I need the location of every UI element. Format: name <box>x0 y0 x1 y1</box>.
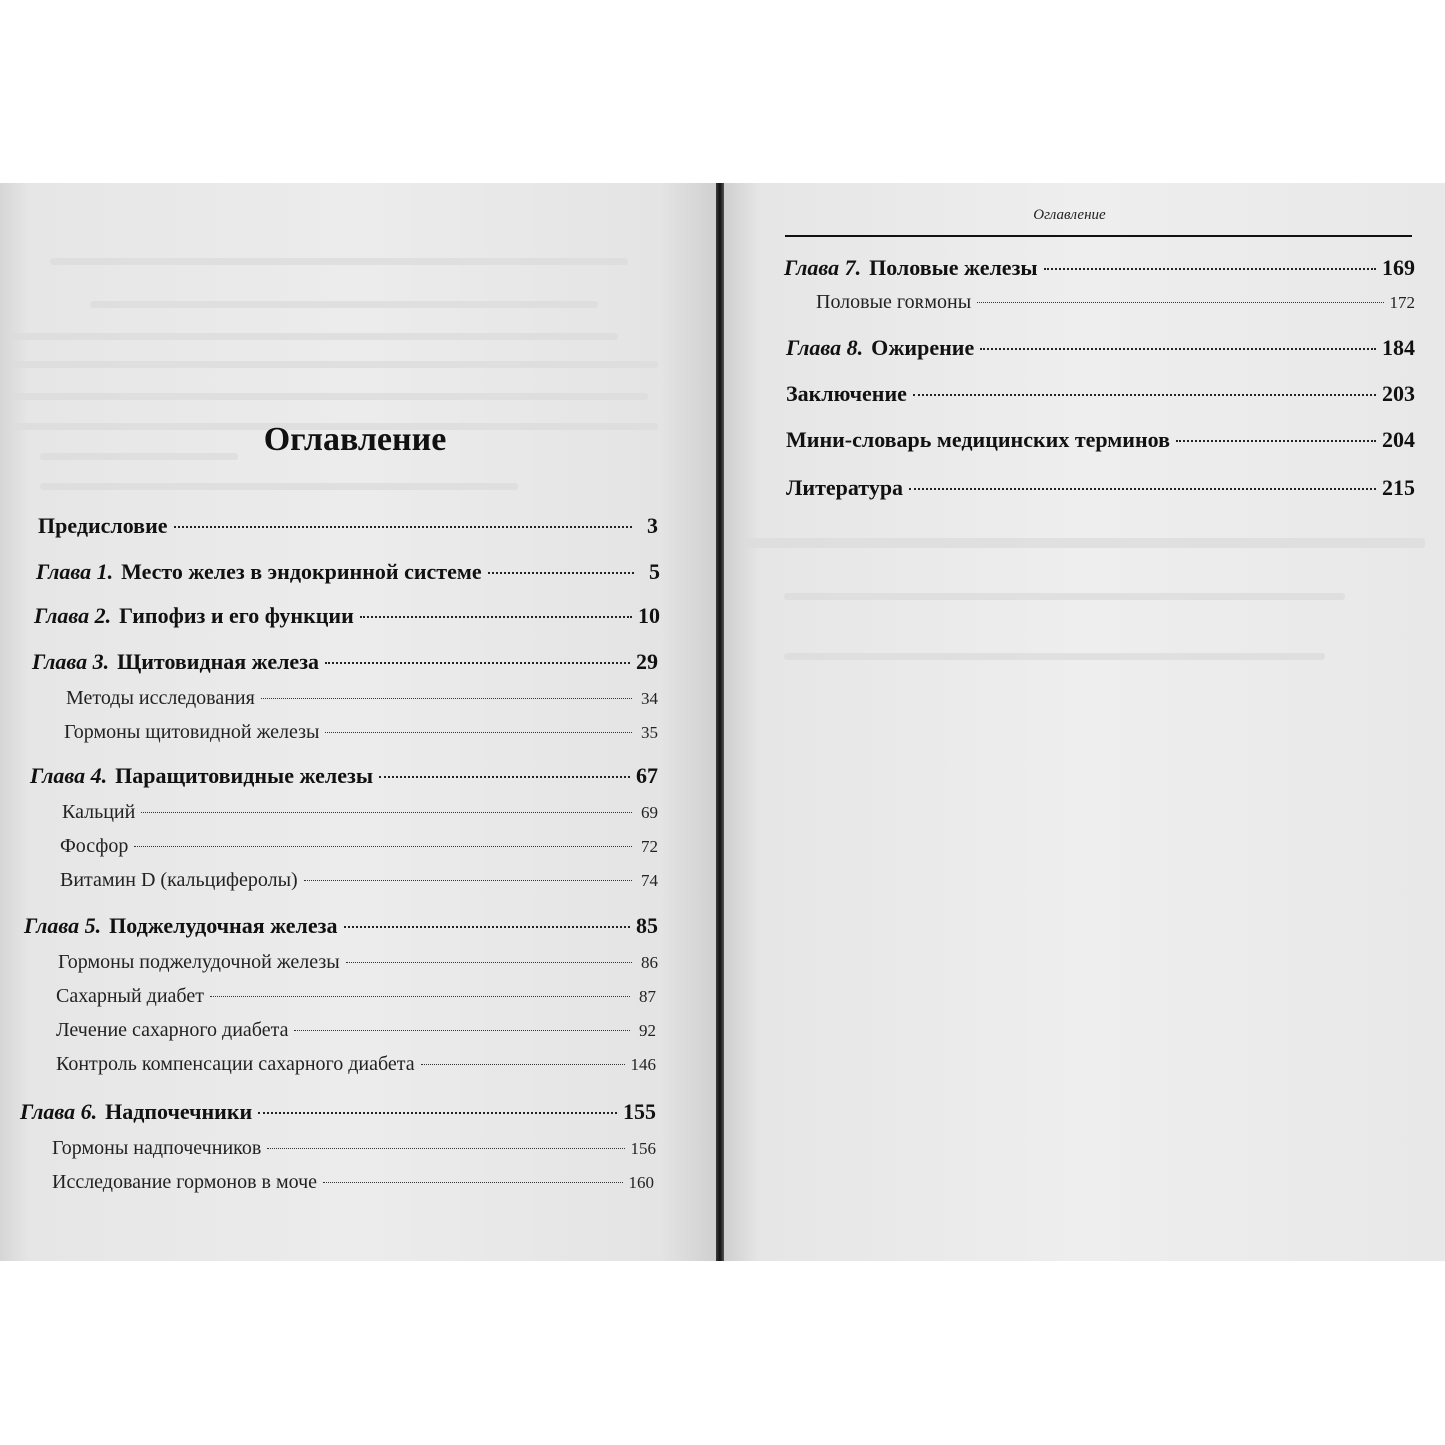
dot-leader <box>261 697 632 699</box>
entry-title: Предисловие <box>38 513 168 538</box>
page-number: 67 <box>636 763 658 788</box>
entry-title: Исследование гормонов в моче <box>52 1171 318 1193</box>
page-number: 215 <box>1382 475 1415 500</box>
entry-title: Половые гоʀмоны <box>816 291 972 313</box>
entry-title: Сахарный диабет <box>56 985 204 1007</box>
entry-title: Методы исследования <box>66 687 255 709</box>
page-title: Оглавление <box>263 421 447 458</box>
toc-section-entry <box>58 951 658 974</box>
entry-title: Литература <box>786 475 904 500</box>
entry-title: Лечение сахарного диабета <box>56 1019 289 1041</box>
toc-left-list <box>0 183 718 1261</box>
dot-leader <box>267 1147 624 1149</box>
toc-chapter-entry <box>30 763 658 789</box>
toc-section-entry <box>52 1171 654 1194</box>
dot-leader <box>360 615 632 618</box>
toc-section-entry <box>60 835 658 858</box>
entry-title: Гормоны щитовидной железы <box>64 721 320 743</box>
toc-right-list <box>724 183 1445 1261</box>
page-number: 10 <box>638 603 660 628</box>
entry-title: Кальций <box>62 801 136 823</box>
toc-section-entry <box>60 869 658 892</box>
toc-section-entry <box>62 801 658 824</box>
page-number: 35 <box>641 723 658 742</box>
page-number: 34 <box>641 689 658 708</box>
entry-title: Половые железы <box>869 255 1038 280</box>
page-number: 74 <box>641 871 658 890</box>
toc-chapter-entry <box>38 513 658 539</box>
chapter-number: Глава 6. <box>20 1099 98 1124</box>
page-number: 87 <box>639 987 656 1006</box>
page-number: 85 <box>636 913 658 938</box>
page-number: 29 <box>636 649 658 674</box>
dot-leader <box>1176 439 1376 442</box>
toc-section-entry <box>64 721 658 744</box>
page-number: 203 <box>1382 381 1415 406</box>
running-head: Оглавление <box>1033 207 1106 223</box>
dot-leader <box>134 845 632 847</box>
dot-leader <box>1044 267 1376 270</box>
entry-title: Контроль компенсации сахарного диабета <box>56 1053 415 1075</box>
toc-chapter-entry <box>24 913 658 939</box>
entry-title: Место желез в эндокринной системе <box>121 559 482 584</box>
toc-chapter-entry <box>34 603 660 629</box>
dot-leader <box>294 1029 630 1031</box>
dot-leader <box>141 811 632 813</box>
toc-chapter-entry <box>32 649 658 675</box>
chapter-number: Глава 7. <box>784 255 862 280</box>
entry-title: Витамин D (кальциферолы) <box>60 869 298 891</box>
entry-title: Гормоны поджелудочной железы <box>58 951 340 973</box>
entry-title: Мини-словарь медицинских терминов <box>786 427 1170 452</box>
toc-chapter-entry <box>786 427 1415 453</box>
toc-section-entry <box>56 985 656 1008</box>
dot-leader <box>379 775 630 778</box>
dot-leader <box>346 961 632 963</box>
dot-leader <box>421 1063 625 1065</box>
dot-leader <box>304 879 632 881</box>
chapter-number: Глава 8. <box>786 335 864 360</box>
toc-section-entry <box>56 1019 656 1042</box>
page-number: 92 <box>639 1021 656 1040</box>
page-number: 69 <box>641 803 658 822</box>
page-number: 5 <box>649 559 660 584</box>
page-number: 72 <box>641 837 658 856</box>
chapter-number: Глава 2. <box>34 603 112 628</box>
book-spread <box>0 183 1445 1261</box>
dot-leader <box>210 995 630 997</box>
toc-section-entry <box>56 1053 656 1076</box>
page-number: 169 <box>1382 255 1415 280</box>
page-number: 160 <box>628 1173 654 1192</box>
entry-title: Ожирение <box>871 335 975 360</box>
dot-leader <box>913 393 1376 396</box>
toc-section-entry <box>816 291 1415 314</box>
toc-chapter-entry <box>20 1099 656 1125</box>
entry-title: Поджелудочная железа <box>109 913 338 938</box>
chapter-number: Глава 3. <box>32 649 110 674</box>
dot-leader <box>174 525 632 528</box>
dot-leader <box>488 571 634 574</box>
entry-title: Надпочечники <box>105 1099 253 1124</box>
page-number: 204 <box>1382 427 1415 452</box>
page-number: 86 <box>641 953 658 972</box>
entry-title: Фосфор <box>60 835 129 857</box>
chapter-number: Глава 1. <box>36 559 114 584</box>
dot-leader <box>323 1181 622 1183</box>
toc-chapter-entry <box>784 255 1415 281</box>
toc-section-entry <box>52 1137 656 1160</box>
dot-leader <box>977 301 1383 303</box>
page-number: 156 <box>630 1139 656 1158</box>
entry-title: Гормоны надпочечников <box>52 1137 262 1159</box>
chapter-number: Глава 5. <box>24 913 102 938</box>
dot-leader <box>909 487 1376 490</box>
chapter-number: Глава 4. <box>30 763 108 788</box>
dot-leader <box>344 925 630 928</box>
page-number: 3 <box>647 513 658 538</box>
entry-title: Паращитовидные железы <box>115 763 374 788</box>
dot-leader <box>325 661 630 664</box>
toc-chapter-entry <box>786 381 1415 407</box>
toc-chapter-entry <box>786 335 1415 361</box>
toc-section-entry <box>66 687 658 710</box>
dot-leader <box>325 731 632 733</box>
entry-title: Заключение <box>786 381 907 406</box>
entry-title: Гипофиз и его функции <box>119 603 354 628</box>
dot-leader <box>980 347 1376 350</box>
page-number: 184 <box>1382 335 1415 360</box>
toc-chapter-entry <box>36 559 660 585</box>
page-number: 155 <box>623 1099 656 1124</box>
entry-title: Щитовидная железа <box>117 649 320 674</box>
page-number: 146 <box>630 1055 656 1074</box>
page-number: 172 <box>1389 293 1415 312</box>
dot-leader <box>258 1111 617 1114</box>
toc-chapter-entry <box>786 475 1415 501</box>
